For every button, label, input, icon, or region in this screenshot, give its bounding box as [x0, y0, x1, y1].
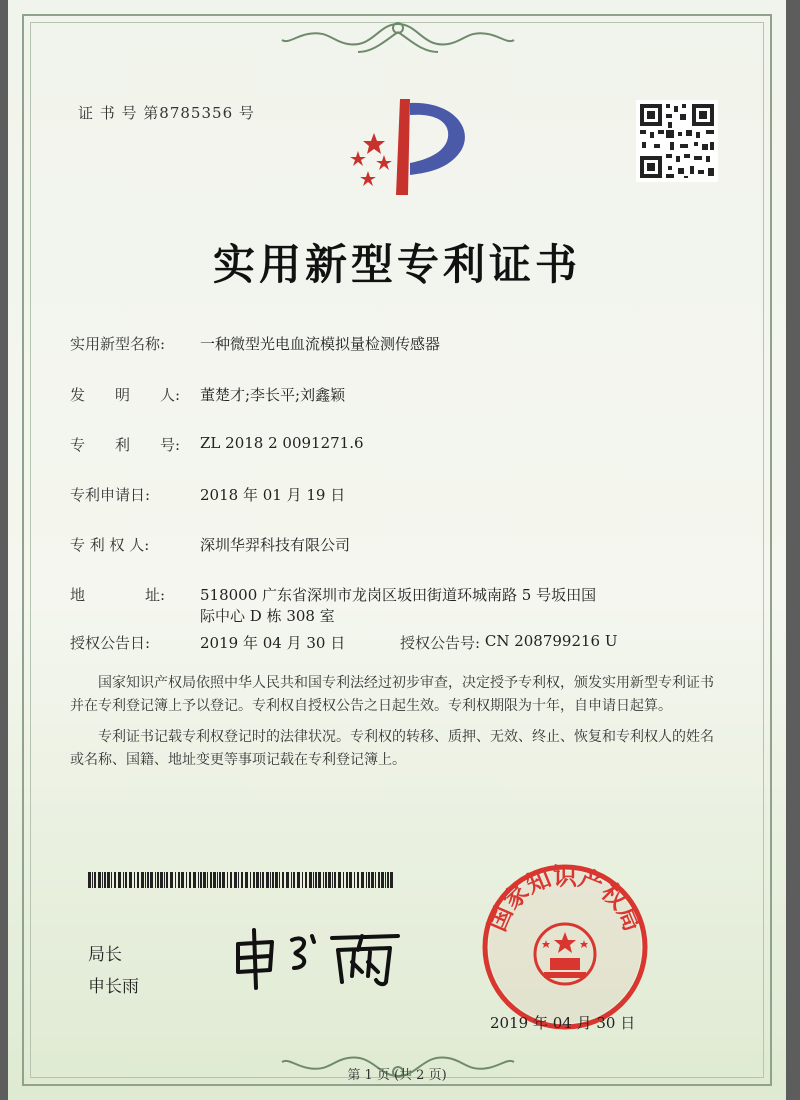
- grant-date-value: 2019 年 04 月 30 日: [200, 634, 346, 652]
- certificate-body: [70, 672, 720, 780]
- grant-date-row: [70, 632, 345, 653]
- body-paragraph-2: 专利证书记载专利权登记时的法律状况。专利权的转移、质押、无效、终止、恢复和专利权人的姓名或名称、国籍、地址变更等事项记载在专利登记簿上。: [70, 729, 714, 768]
- inventor-value: 董楚才;李长平;刘鑫颖: [200, 386, 346, 404]
- qr-code-icon: [636, 100, 718, 182]
- filing-date-row: [70, 484, 345, 505]
- barcode-icon: [88, 872, 400, 888]
- top-ornament: [278, 18, 518, 62]
- address-row: [70, 584, 596, 626]
- filing-date-label: 专利申请日:: [70, 486, 151, 504]
- address-label: 地 址:: [70, 586, 166, 604]
- seal-date: 2019 年 04 月 30 日: [490, 1014, 636, 1032]
- address-value: [200, 584, 596, 626]
- grant-number-label: 授权公告号:: [400, 634, 481, 652]
- grant-date-label: 授权公告日:: [70, 634, 151, 652]
- director-signature: [230, 922, 410, 992]
- utility-model-name-value: 一种微型光电血流模拟量检测传感器: [200, 335, 441, 353]
- utility-model-name-row: [70, 333, 440, 354]
- cnipa-logo-icon: [338, 95, 478, 205]
- inventor-label: 发 明 人:: [70, 386, 181, 404]
- utility-model-name-label: 实用新型名称:: [70, 335, 166, 353]
- address-line-1: 518000 广东省深圳市龙岗区坂田街道环城南路 5 号坂田国: [200, 586, 597, 604]
- certificate-page: [8, 0, 786, 1100]
- inventor-row: [70, 384, 345, 405]
- patentee-row: [70, 534, 350, 555]
- director-name: 申长雨: [88, 977, 139, 997]
- seal-text: 国家知识产权局: [483, 862, 647, 936]
- patentee-label: 专 利 权 人:: [70, 536, 150, 554]
- certificate-number: 证 书 号 第8785356 号: [78, 104, 255, 122]
- director-title: 局长: [88, 945, 122, 965]
- grant-number-value: CN 208799216 U: [484, 632, 618, 650]
- address-line-2: 际中心 D 栋 308 室: [200, 607, 335, 625]
- patent-number-value: ZL 2018 2 0091271.6: [200, 434, 364, 452]
- patent-number-label: 专 利 号:: [70, 436, 181, 454]
- filing-date-value: 2018 年 01 月 19 日: [200, 486, 346, 504]
- official-seal-icon: [480, 862, 650, 1032]
- page-number: 第 1 页 (共 2 页): [347, 1068, 447, 1083]
- body-paragraph-1: 国家知识产权局依照中华人民共和国专利法经过初步审查，决定授予专利权，颁发实用新型专利证书并在专利登记簿上予以登记。专利权自授权公告之日起生效。专利权期限为十年，自申请日起算。: [70, 675, 714, 714]
- certificate-title: 实用新型专利证书: [212, 240, 581, 289]
- patent-number-row: [70, 434, 364, 455]
- grant-number-row: [400, 632, 618, 653]
- patentee-value: 深圳华羿科技有限公司: [200, 536, 351, 554]
